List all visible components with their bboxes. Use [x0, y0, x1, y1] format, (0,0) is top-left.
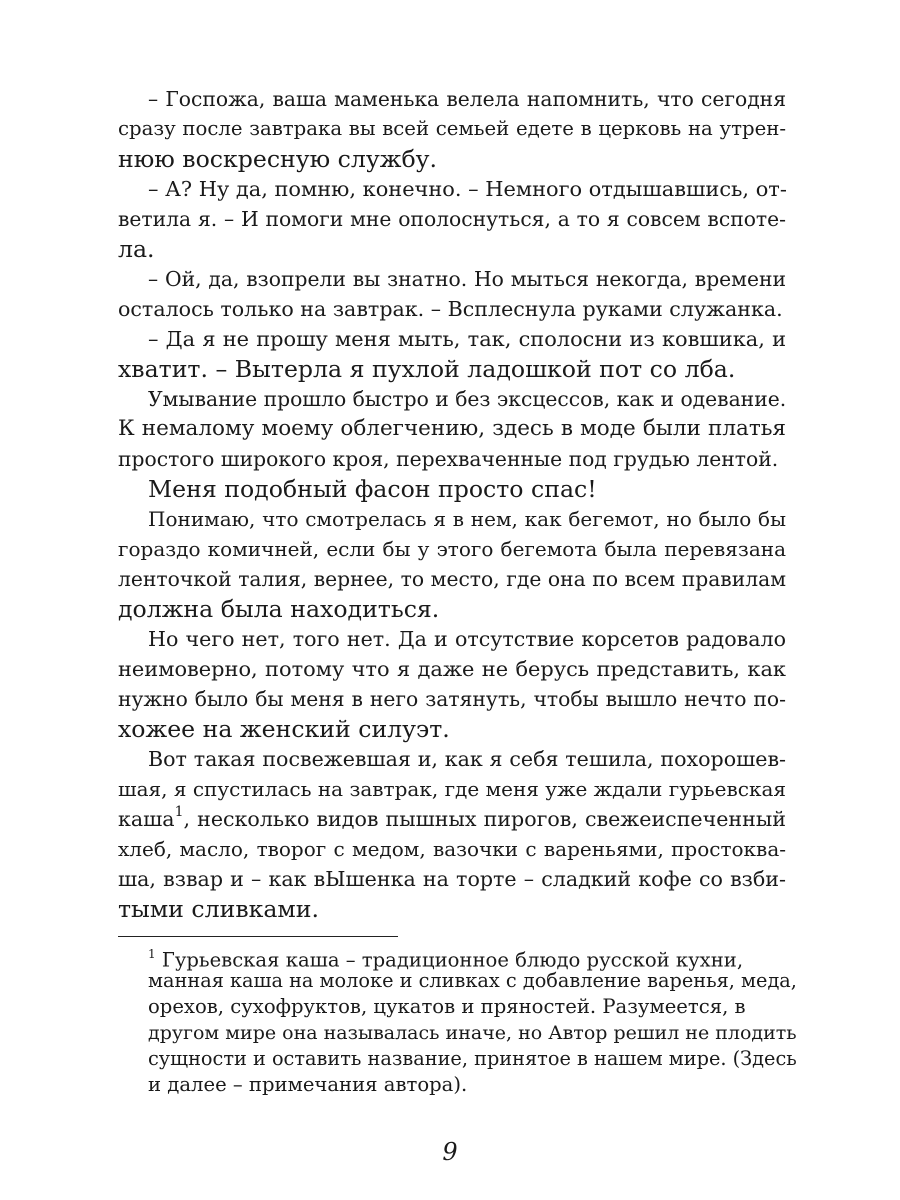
text-line: хожее на женский силуэт.: [118, 715, 450, 743]
text-line: – А? Ну да, помню, конечно. – Немного отдышавшись, от-: [148, 177, 787, 201]
text-line: К немалому моему облегчению, здесь в моде были платья: [118, 416, 786, 441]
text-line: шая, я спустилась на завтрак, где меня уже ждали гурьевская: [118, 777, 786, 801]
text-line: гораздо комичней, если бы у этого бегемота была перевязана: [118, 537, 786, 561]
text-fragment: , несколько видов пышных пирогов, свежеиспеченный: [183, 807, 786, 831]
text-line: ленточкой талия, вернее, то место, где она по всем правилам: [118, 567, 786, 591]
text-line: – Да я не прошу меня мыть, так, сполосни из ковшика, и: [148, 327, 786, 351]
text-line: неимоверно, потому что я даже не берусь представить, как: [118, 657, 786, 681]
footnote-line: манная каша на молоке и сливках с добавление варенья, меда,: [148, 969, 797, 992]
text-line: ла.: [118, 235, 155, 263]
text-line: – Госпожа, ваша маменька велела напомнить, что сегодня: [148, 87, 786, 111]
text-line: ша, взвар и – как вЫшенка на торте – сладкий кофе со взби-: [118, 867, 786, 891]
text-line: хлеб, масло, творог с медом, вазочки с вареньями, простоква-: [118, 837, 786, 861]
text-line: хватит. – Вытерла я пухлой ладошкой пот со лба.: [118, 355, 736, 383]
text-line: Вот такая посвежевшая и, как я себя тешила, похорошев-: [148, 747, 786, 771]
footnote-line: [148, 942, 744, 972]
text-line: Меня подобный фасон просто спас!: [148, 475, 597, 503]
footnote-line: другом мире она называлась иначе, но Автор решил не плодить: [148, 1022, 797, 1044]
text-line: Умывание прошло быстро и без эксцессов, как и одевание.: [148, 387, 787, 411]
footnote-line: и далее – примечания автора).: [148, 1073, 468, 1096]
text-line: нужно было бы меня в него затянуть, чтобы вышло нечто по-: [118, 687, 786, 711]
text-line: должна была находиться.: [118, 595, 440, 623]
text-line: ветила я. – И помоги мне ополоснуться, а то я совсем вспоте-: [118, 207, 786, 231]
footnote-text: Гурьевская каша – традиционное блюдо русской кухни,: [155, 948, 744, 972]
footnote-divider: [118, 936, 398, 937]
page-number: 9: [442, 1138, 458, 1166]
text-line: – Ой, да, взопрели вы знатно. Но мыться некогда, времени: [148, 267, 786, 291]
text-line: сразу после завтрака вы всей семьей едете в церковь на утрен-: [118, 117, 786, 140]
footnote-reference[interactable]: 1: [174, 804, 184, 821]
text-fragment: каша: [118, 807, 175, 831]
footnote-line: сущности и оставить название, принятое в нашем мире. (Здесь: [148, 1047, 797, 1070]
footnote-line: орехов, сухофруктов, цукатов и пряностей. Разумеется, в: [148, 995, 746, 1018]
text-line: осталось только на завтрак. – Всплеснула руками служанка.: [118, 297, 783, 321]
text-line: простого широкого кроя, перехваченные под грудью лентой.: [118, 447, 779, 471]
text-line-with-footnote: [118, 804, 786, 834]
text-line: Но чего нет, того нет. Да и отсутствие корсетов радовало: [148, 627, 786, 651]
text-line: нюю воскресную службу.: [118, 145, 438, 173]
footnote-marker: 1: [148, 947, 156, 961]
text-line: Понимаю, что смотрелась я в нем, как бегемот, но было бы: [148, 507, 786, 531]
text-line: тыми сливками.: [118, 895, 320, 923]
